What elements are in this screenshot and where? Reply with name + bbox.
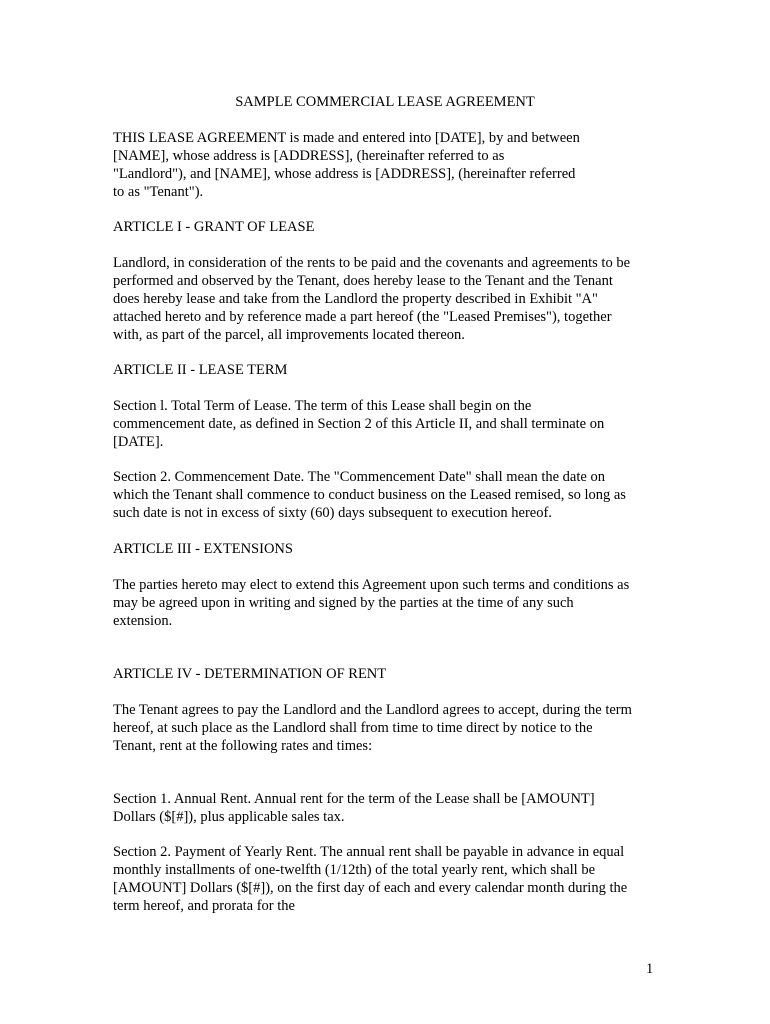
article-2-section-1-line: Section l. Total Term of Lease. The term of this Lease shall begin on the xyxy=(113,398,532,414)
article-4-body xyxy=(113,701,673,755)
article-2-heading: ARTICLE II - LEASE TERM xyxy=(113,362,288,378)
article-4-section-2-line: term hereof, and prorata for the xyxy=(113,898,295,914)
article-2-section-2 xyxy=(113,468,673,522)
article-2-section-2-line: Section 2. Commencement Date. The "Commencement Date" shall mean the date on xyxy=(113,469,605,485)
article-2-section-2-line: such date is not in excess of sixty (60) days subsequent to execution hereof. xyxy=(113,505,552,521)
article-4-line: The Tenant agrees to pay the Landlord and the Landlord agrees to accept, during the term xyxy=(113,702,632,718)
article-1-line: attached hereto and by reference made a part hereof (the "Leased Premises"), together xyxy=(113,309,612,325)
article-4-section-1 xyxy=(113,790,673,826)
intro-paragraph xyxy=(113,129,673,201)
article-3-line: extension. xyxy=(113,613,173,629)
article-3-line: may be agreed upon in writing and signed by the parties at the time of any such xyxy=(113,595,574,611)
intro-line: "Landlord"), and [NAME], whose address is [ADDRESS], (hereinafter referred xyxy=(113,166,576,182)
article-2-section-1-line: commencement date, as defined in Section 2 of this Article II, and shall terminate on xyxy=(113,416,605,432)
article-4-section-2-line: monthly installments of one-twelfth (1/12th) of the total yearly rent, which shall be xyxy=(113,862,596,878)
intro-line: to as "Tenant"). xyxy=(113,184,204,200)
article-4-section-2-line: [AMOUNT] Dollars ($[#]), on the first day of each and every calendar month during the xyxy=(113,880,628,896)
intro-line: THIS LEASE AGREEMENT is made and entered into [DATE], by and between xyxy=(113,130,580,146)
article-4-line: hereof, at such place as the Landlord shall from time to time direct by notice to the xyxy=(113,720,593,736)
article-4-section-2 xyxy=(113,843,673,915)
article-4-section-1-line: Section 1. Annual Rent. Annual rent for the term of the Lease shall be [AMOUNT] xyxy=(113,791,595,807)
article-2-section-2-line: which the Tenant shall commence to conduct business on the Leased remised, so long as xyxy=(113,487,626,503)
document-title: SAMPLE COMMERCIAL LEASE AGREEMENT xyxy=(235,94,535,110)
article-2-section-1-line: [DATE]. xyxy=(113,434,164,450)
article-1-line: does hereby lease and take from the Landlord the property described in Exhibit "A" xyxy=(113,291,598,307)
article-2-section-1 xyxy=(113,397,673,451)
article-1-heading: ARTICLE I - GRANT OF LEASE xyxy=(113,219,315,235)
article-4-section-1-line: Dollars ($[#]), plus applicable sales tax. xyxy=(113,809,345,825)
article-4-heading: ARTICLE IV - DETERMINATION OF RENT xyxy=(113,666,387,682)
article-1-line: with, as part of the parcel, all improvements located thereon. xyxy=(113,327,465,343)
page-number: 1 xyxy=(646,961,654,977)
intro-line: [NAME], whose address is [ADDRESS], (hereinafter referred to as xyxy=(113,148,505,164)
article-1-line: Landlord, in consideration of the rents to be paid and the covenants and agreements to be xyxy=(113,255,631,271)
article-1-line: performed and observed by the Tenant, does hereby lease to the Tenant and the Tenant xyxy=(113,273,613,289)
article-3-heading: ARTICLE III - EXTENSIONS xyxy=(113,541,293,557)
article-4-line: Tenant, rent at the following rates and times: xyxy=(113,738,373,754)
article-3-line: The parties hereto may elect to extend this Agreement upon such terms and conditions as xyxy=(113,577,630,593)
article-3-body xyxy=(113,576,673,630)
article-4-section-2-line: Section 2. Payment of Yearly Rent. The annual rent shall be payable in advance in equal xyxy=(113,844,625,860)
article-1-body xyxy=(113,254,673,344)
